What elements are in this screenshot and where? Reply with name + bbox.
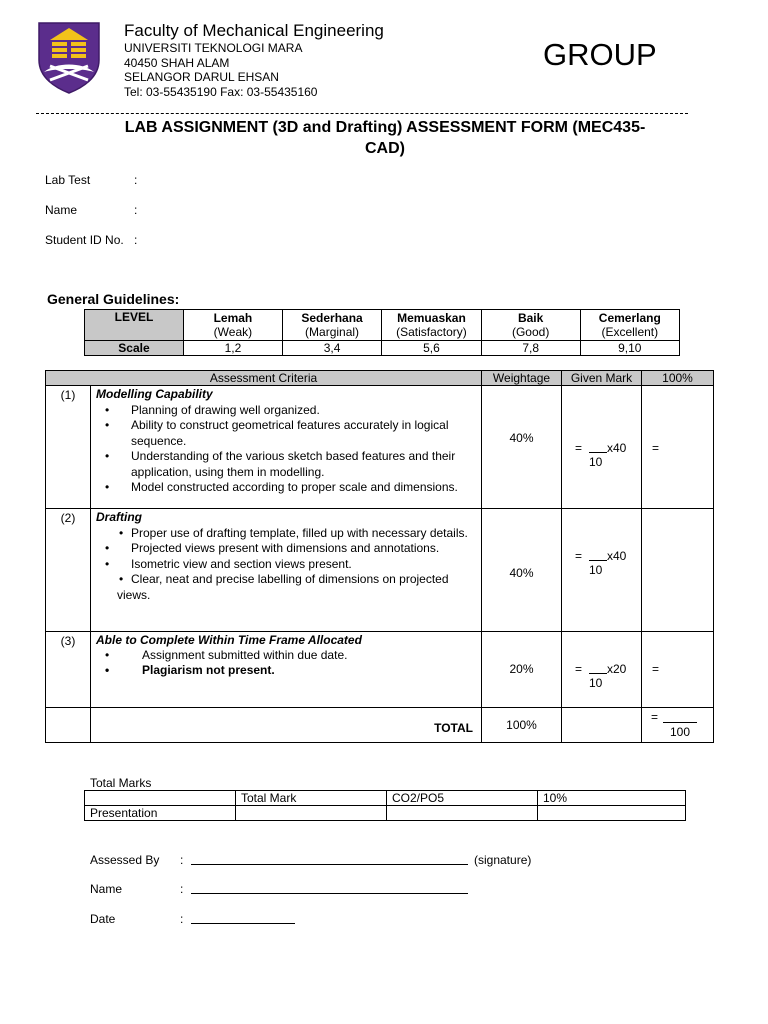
criterion-number: (3): [46, 632, 91, 708]
level-name: Baik: [517, 311, 544, 325]
level-name: Sederhana: [301, 311, 363, 325]
mark-denominator: 10: [589, 676, 603, 690]
presentation-percent: [538, 806, 686, 821]
total-marks-header: [85, 791, 236, 806]
level-en: (Satisfactory): [396, 325, 467, 339]
criterion-cell: [91, 509, 482, 632]
given-mark-cell: [562, 509, 642, 632]
criterion-item: • Model constructed according to proper scale and dimensions.: [91, 480, 481, 495]
criterion-title: Able to Complete Within Time Frame Allocated: [96, 633, 362, 647]
assessed-by-label: Assessed By: [90, 853, 160, 867]
signoff-name-line: [191, 893, 468, 894]
total-marks-header: Total Mark: [236, 791, 387, 806]
criterion-weight: 20%: [482, 632, 562, 708]
criterion-list: [91, 648, 481, 679]
total-weight: 100%: [482, 708, 562, 743]
criterion-list: [91, 403, 481, 495]
criterion-item: • Planning of drawing well organized.: [91, 403, 481, 418]
scale-value: 7,8: [481, 341, 580, 356]
mark-denominator: 10: [589, 563, 603, 577]
assessed-by-colon: :: [180, 853, 184, 867]
mark-equals: =: [575, 441, 583, 455]
mark-multiplier: x20: [607, 662, 627, 676]
mark-equals: =: [575, 662, 583, 676]
faculty-title: Faculty of Mechanical Engineering: [124, 21, 384, 40]
presentation-co-po: [387, 806, 538, 821]
criterion-item: • Projected views present with dimensions and annotations.: [91, 541, 481, 556]
criterion-list: [91, 526, 481, 603]
scale-value: 3,4: [282, 341, 381, 356]
assessed-by-line: [191, 864, 468, 865]
name-label: Name: [45, 203, 78, 217]
level-name: Cemerlang: [598, 311, 661, 325]
total-marks-header: 10%: [538, 791, 686, 806]
total-marks-title: Total Marks: [90, 776, 152, 790]
percent-equals: =: [652, 441, 660, 455]
total-denominator: 100: [670, 725, 691, 739]
mark-multiplier: x40: [607, 441, 627, 455]
scale-value: 5,6: [382, 341, 482, 356]
percent-header: 100%: [642, 371, 714, 386]
mark-blank-line: [589, 452, 607, 453]
level-en: (Excellent): [601, 325, 659, 339]
given-mark-cell: [562, 632, 642, 708]
given-mark-cell: [562, 386, 642, 509]
signoff-name-label: Name: [90, 882, 123, 896]
scale-header: Scale: [85, 341, 184, 356]
total-blank-line: [663, 722, 697, 723]
form-title-line: CAD): [365, 140, 405, 157]
assessment-table: [45, 370, 714, 743]
signoff-date-line: [191, 923, 295, 924]
criterion-item: • Ability to construct geometrical features accurately in logical sequence.: [91, 418, 481, 449]
lab-test-colon: :: [134, 173, 138, 187]
criterion-item: • Plagiarism not present.: [91, 663, 481, 678]
presentation-label: Presentation: [85, 806, 236, 821]
guidelines-title: General Guidelines:: [47, 291, 180, 307]
level-en: (Good): [511, 325, 550, 339]
total-marks-header: CO2/PO5: [387, 791, 538, 806]
percent-cell: [642, 386, 714, 509]
presentation-total-mark: [236, 806, 387, 821]
level-en: (Marginal): [305, 325, 360, 339]
lab-test-label: Lab Test: [45, 173, 91, 187]
address-line: 40450 SHAH ALAM: [124, 56, 230, 70]
address-line: SELANGOR DARUL EHSAN: [124, 70, 279, 84]
weightage-header: Weightage: [482, 371, 562, 386]
criterion-item: • Proper use of drafting template, filled up with necessary details.: [91, 526, 481, 541]
address-line: Tel: 03-55435190 Fax: 03-55435160: [124, 85, 318, 99]
signoff-date-label: Date: [90, 912, 116, 926]
signoff-name-colon: :: [180, 882, 184, 896]
address-line: UNIVERSITI TEKNOLOGI MARA: [124, 41, 303, 55]
level-cell: [282, 310, 381, 341]
total-percent-cell: [642, 708, 714, 743]
percent-cell: [642, 632, 714, 708]
mark-blank-line: [589, 560, 607, 561]
uitm-logo: [36, 20, 102, 94]
total-equals: =: [651, 710, 659, 724]
group-label: GROUP: [543, 37, 657, 72]
level-cell: [183, 310, 282, 341]
level-name: Lemah: [213, 311, 253, 325]
header-divider: [36, 113, 688, 114]
form-title: [60, 117, 710, 159]
level-name: Memuaskan: [397, 311, 466, 325]
total-label: TOTAL: [91, 708, 482, 743]
criterion-cell: [91, 386, 482, 509]
criterion-item: • Isometric view and section views present.: [91, 557, 481, 572]
total-marks-table: [84, 790, 686, 821]
total-blank-cell: [46, 708, 91, 743]
mark-blank-line: [589, 673, 607, 674]
criterion-cell: [91, 632, 482, 708]
criterion-number: (1): [46, 386, 91, 509]
scale-value: 1,2: [183, 341, 282, 356]
level-header: LEVEL: [85, 310, 184, 341]
scale-value: 9,10: [580, 341, 679, 356]
level-en: (Weak): [213, 325, 253, 339]
guidelines-table: [84, 309, 680, 356]
student-id-colon: :: [134, 233, 138, 247]
criterion-item: • Understanding of the various sketch based features and their application, using them in modelling.: [91, 449, 481, 480]
signoff-date-colon: :: [180, 912, 184, 926]
percent-cell: [642, 509, 714, 632]
criterion-title: Drafting: [96, 510, 142, 524]
criterion-item: • Assignment submitted within due date.: [91, 648, 481, 663]
mark-denominator: 10: [589, 455, 603, 469]
criteria-header: Assessment Criteria: [46, 371, 482, 386]
student-id-label: Student ID No.: [45, 233, 124, 247]
level-cell: [580, 310, 679, 341]
name-colon: :: [134, 203, 138, 217]
criterion-weight: 40%: [482, 509, 562, 632]
mark-equals: =: [575, 549, 583, 563]
criterion-weight: 40%: [482, 386, 562, 509]
mark-multiplier: x40: [607, 549, 627, 563]
total-mark-cell: [562, 708, 642, 743]
given-mark-header: Given Mark: [562, 371, 642, 386]
criterion-number: (2): [46, 509, 91, 632]
level-cell: [481, 310, 580, 341]
criterion-title: Modelling Capability: [96, 387, 213, 401]
level-cell: [382, 310, 482, 341]
percent-equals: =: [652, 662, 660, 676]
criterion-item: • Clear, neat and precise labelling of dimensions on projected views.: [91, 572, 481, 603]
signature-suffix: (signature): [474, 853, 532, 867]
form-title-line: LAB ASSIGNMENT (3D and Drafting) ASSESSMENT FORM (MEC435-: [124, 119, 646, 136]
